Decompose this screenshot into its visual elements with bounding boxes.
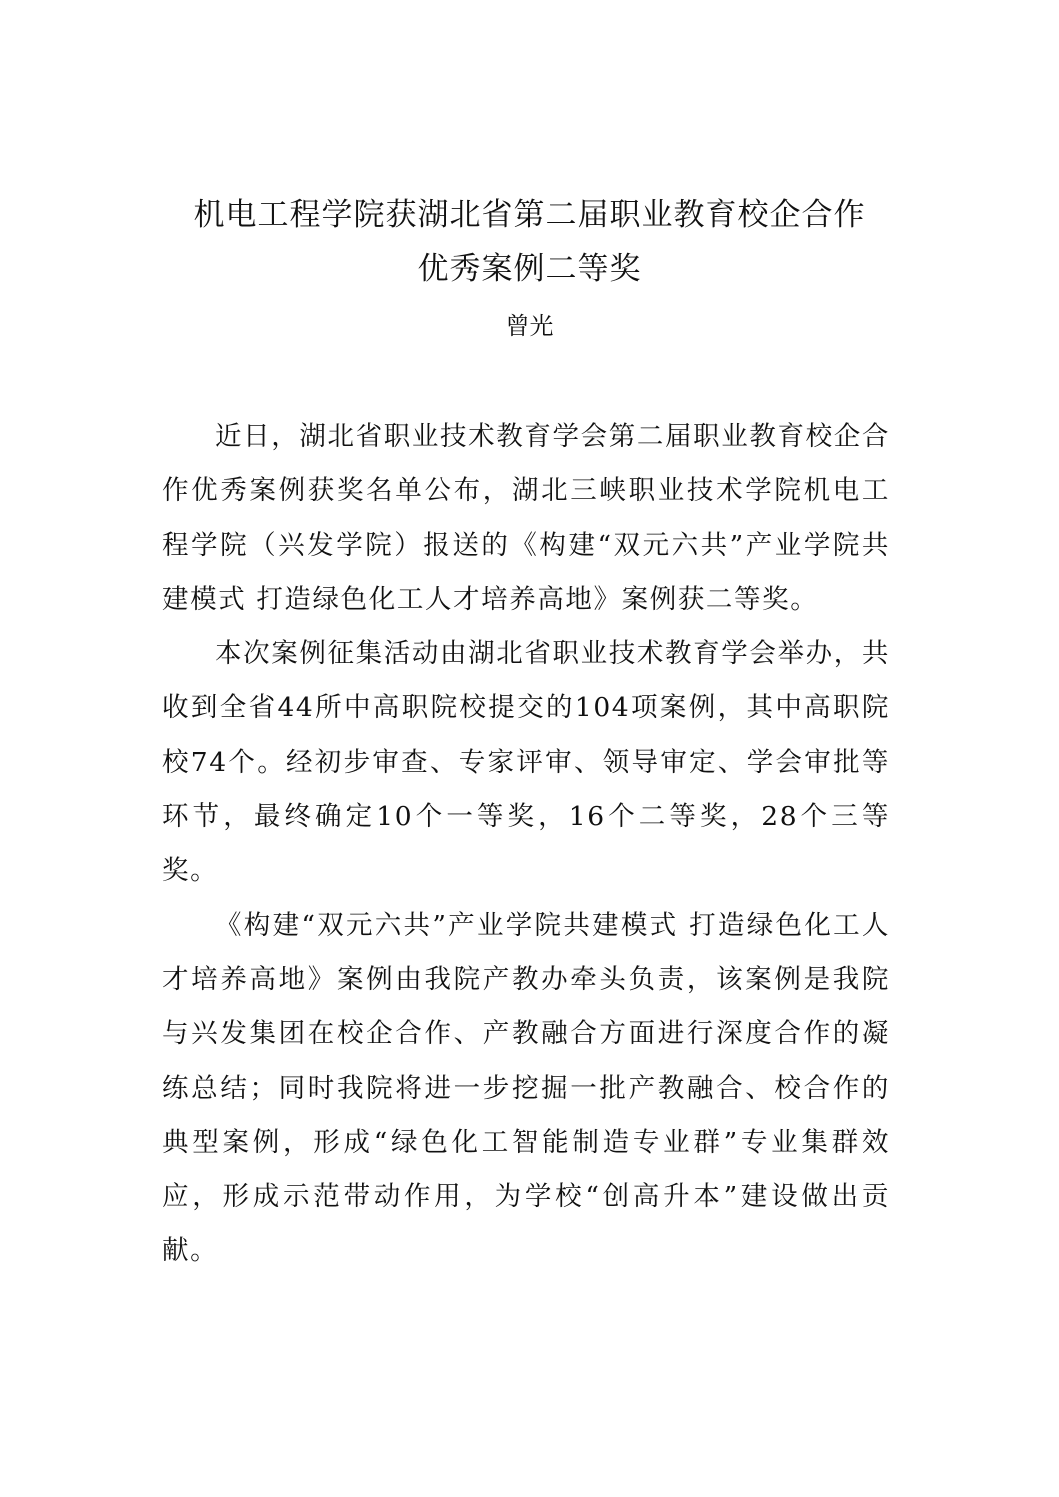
paragraph-1: 近日，湖北省职业技术教育学会第二届职业教育校企合作优秀案例获奖名单公布，湖北三峡职业技术学院机电工程学院（兴发学院）报送的《构建“双元六共”产业学院共建模式 打造绿色化工人才培养高地》案例获二等奖。 — [162, 421, 890, 615]
document-title-line2: 优秀案例二等奖 — [417, 251, 642, 287]
document-author: 曾光 — [505, 312, 554, 340]
document-title-line1: 机电工程学院获湖北省第二届职业教育校企合作 — [193, 197, 866, 233]
paragraph-2: 本次案例征集活动由湖北省职业技术教育学会举办，共收到全省44所中高职院校提交的104项案例，其中高职院校74个。经初步审查、专家评审、领导审定、学会审批等环节，最终确定10个一等奖，16个二等奖，28个三等奖。 — [162, 638, 890, 887]
document-body — [162, 410, 890, 1279]
paragraph-3: 《构建“双元六共”产业学院共建模式 打造绿色化工人才培养高地》案例由我院产教办牵头负责，该案例是我院与兴发集团在校企合作、产教融合方面进行深度合作的凝练总结；同时我院将进一步挖掘一批产教融合、校合作的典型案例，形成“绿色化工智能制造专业群”专业集群效应，形成示范带动作用，为学校“创高升本”建设做出贡献。 — [162, 909, 890, 1267]
